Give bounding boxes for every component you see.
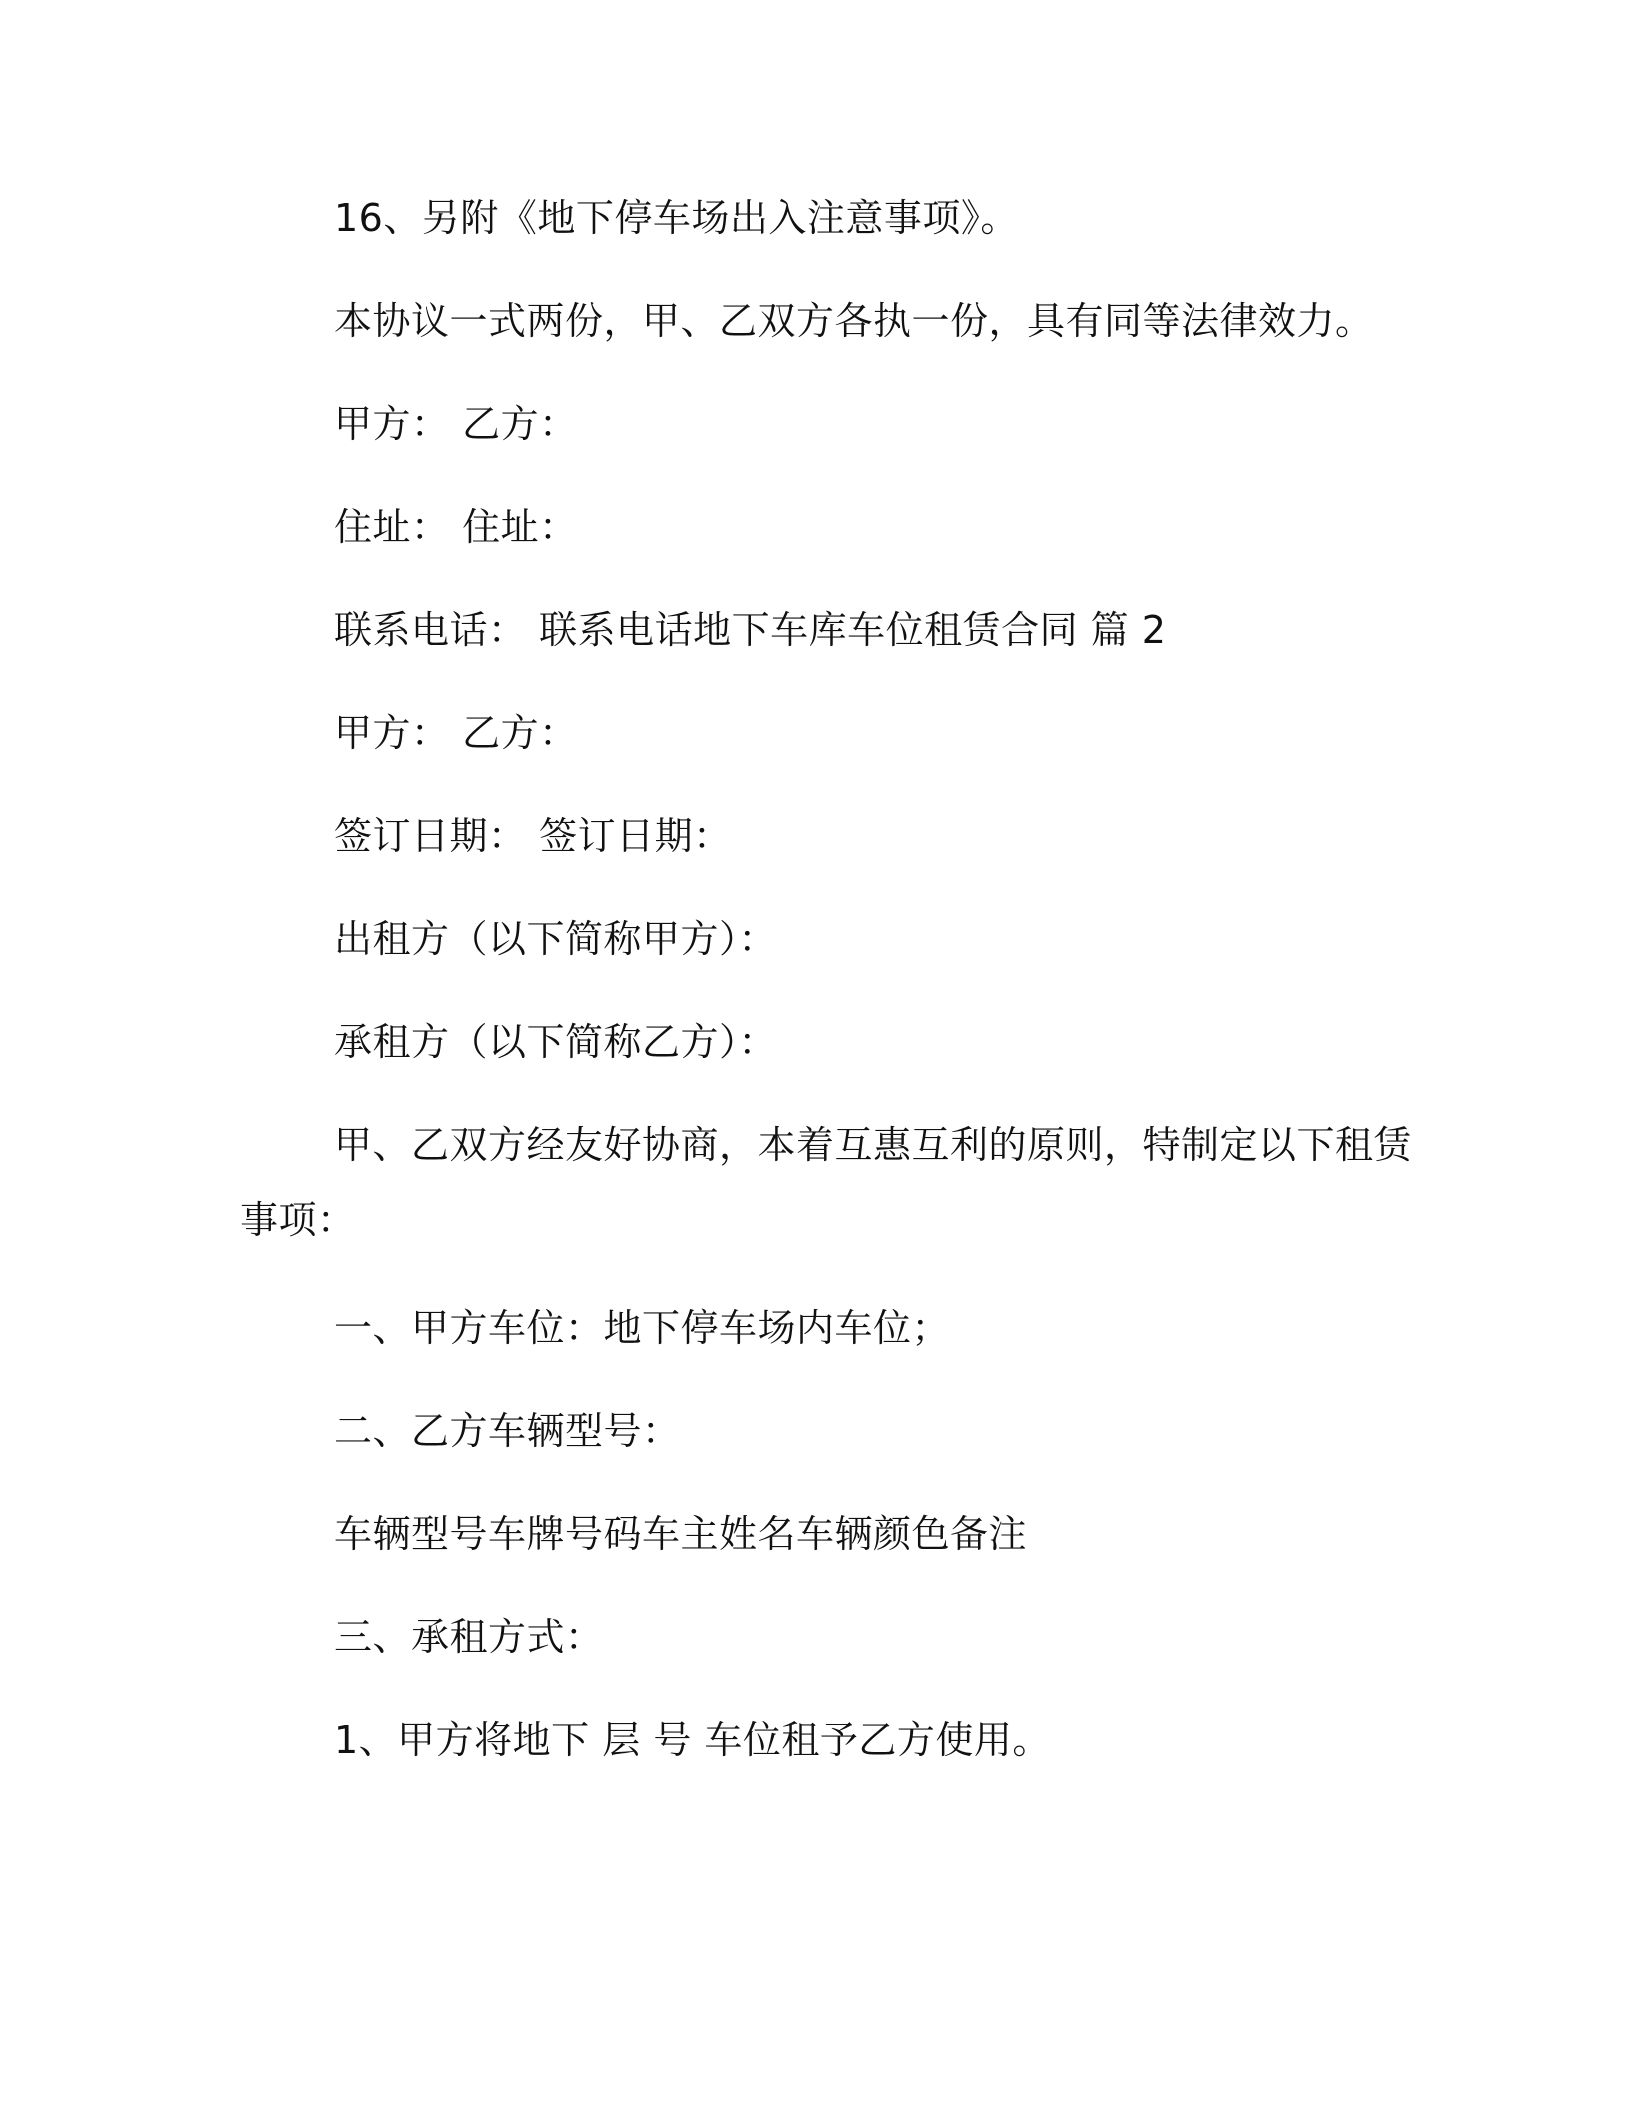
party-signature-line: 甲方： 乙方： [334, 402, 578, 446]
clause-2-vehicle-model: 二、乙方车辆型号： [334, 1409, 681, 1453]
lessor-line: 出租方（以下简称甲方）： [334, 917, 778, 961]
signing-date-line: 签订日期： 签订日期： [334, 814, 732, 858]
phone-line-and-heading: 联系电话： 联系电话地下车库车位租赁合同 篇 2 [334, 608, 1167, 652]
address-line: 住址： 住址： [334, 505, 578, 549]
lessee-line: 承租方（以下简称乙方）： [334, 1020, 778, 1064]
clause-1-parking-space: 一、甲方车位：地下停车场内车位； [334, 1306, 951, 1350]
clause-3-lease-method: 三、承租方式： [334, 1615, 604, 1659]
preamble-line-2: 事项： [240, 1198, 356, 1242]
clause-3-item-1: 1、甲方将地下 层 号 车位租予乙方使用。 [334, 1718, 1051, 1762]
copies-clause: 本协议一式两份，甲、乙双方各执一份，具有同等法律效力。 [334, 299, 1374, 343]
party-line-2: 甲方： 乙方： [334, 711, 578, 755]
clause-16-attachment: 16、另附《地下停车场出入注意事项》。 [334, 196, 1019, 240]
preamble-line-1: 甲、乙双方经友好协商，本着互惠互利的原则，特制定以下租赁 [334, 1123, 1413, 1167]
vehicle-table-header: 车辆型号车牌号码车主姓名车辆颜色备注 [334, 1512, 1028, 1556]
